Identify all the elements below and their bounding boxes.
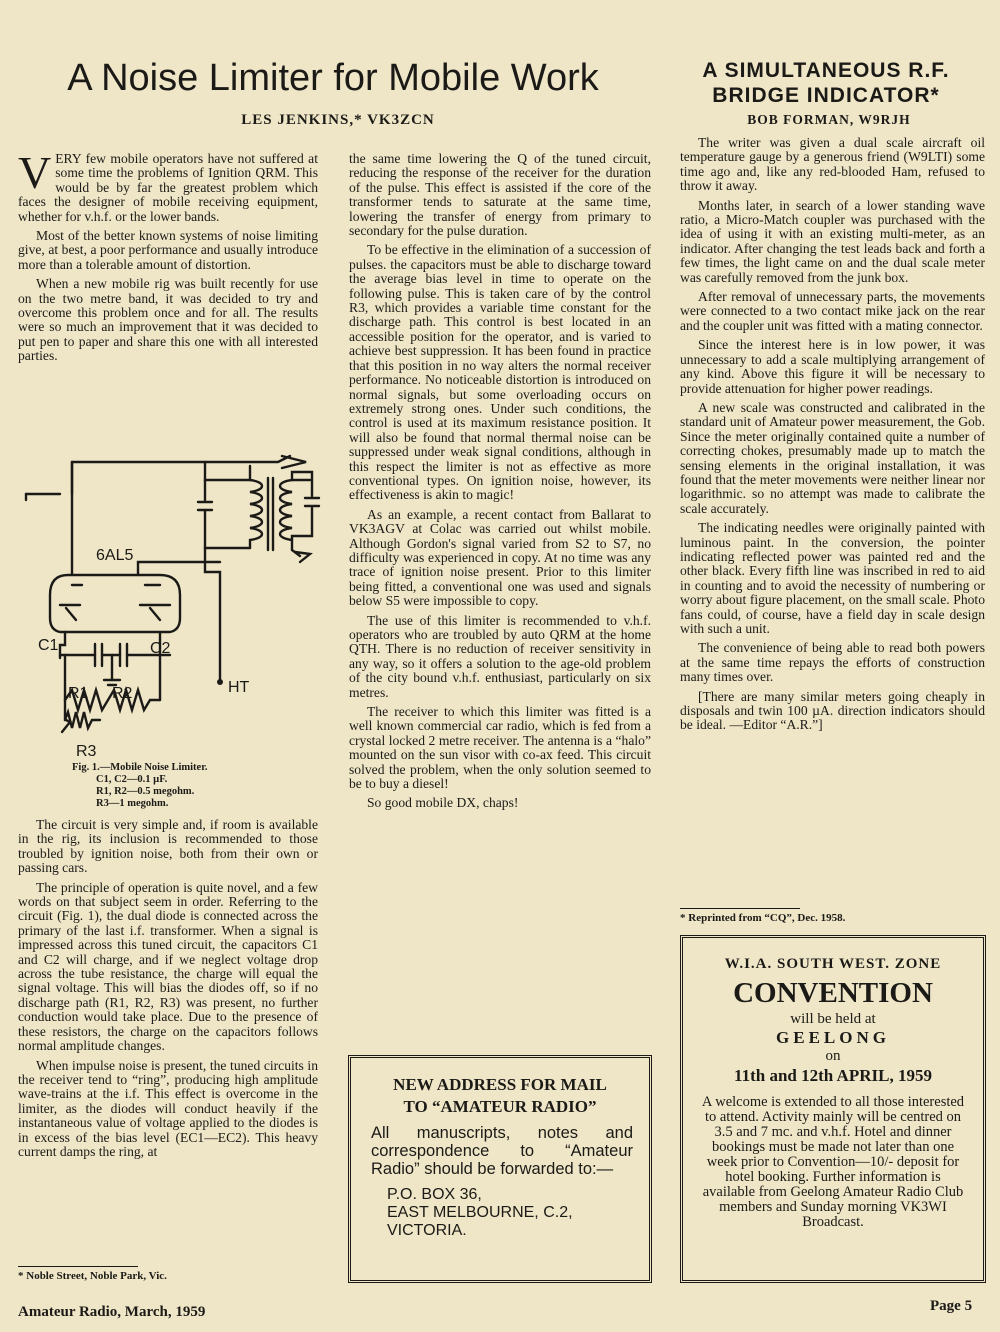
col2-para-2: To be effective in the elimination of a succession of pulses. the capacitors must be able to discharge toward the average bias level in time to operate on the following pulse. This is taken care of by the control R3, which provides a variable time constant for the discharge path. This control is best located in an accessible position for the operator, and is varied to achieve best suppression. It has been found in practice that this position in no way alters the normal receiver performance. No noticeable distortion is introduced on normal signals, but some overloading occurs on extremely strong ones. Under such conditions, the control is used at its maximum resistance position. It will also be found that normal thermal noise can be suppressed under weak signal conditions, although in this respect the limiter is not as effective as more conventional types. On ignition noise, however, its effectiveness is akin to magic! bbox=[349, 242, 651, 503]
caption-line-4: R3—1 megohm. bbox=[96, 798, 169, 809]
col1-para-6: When impulse noise is present, the tuned circuits in the receiver tend to “ring”, producing high amplitude wave-trains at the i.f. This effect is overcome in the limiter, as the diodes will conduct heavily if the instantaneous value of voltage applied to the diodes is in excess of the bias level (EC1—EC2). This heavy current damps the ring, at bbox=[18, 1057, 318, 1159]
col1-footnote: * Noble Street, Noble Park, Vic. bbox=[18, 1270, 167, 1282]
col1-para-1: ERY few mobile operators have not suffered at some time the problems of Ignition QRM. This would be by far the greatest problem which faces the designer of mobile receiving equipment, whether for v.h.f. or the lower bands. bbox=[18, 151, 318, 224]
page-number: Page 5 bbox=[930, 1298, 973, 1314]
col1-bottom-text bbox=[18, 818, 318, 1164]
col3-text bbox=[680, 136, 985, 738]
ht-label: HT bbox=[228, 679, 250, 696]
right-title: A SIMULTANEOUS R.F. BRIDGE INDICATOR* bbox=[702, 59, 950, 107]
caption-line-2: C1, C2—0.1 µF. bbox=[96, 774, 168, 785]
c2-label: C2 bbox=[150, 640, 171, 657]
caption-line-1: Fig. 1.—Mobile Noise Limiter. bbox=[72, 762, 208, 773]
col3-para-1: The writer was given a dual scale aircraft oil temperature gauge by a generous friend (W9LTI) some time ago and, like any red-blooded Ham, refused to throw it away. bbox=[680, 135, 985, 194]
convention-line-3: will be held at bbox=[790, 1011, 876, 1027]
col1-top-text bbox=[18, 147, 318, 369]
convention-box bbox=[680, 935, 986, 1283]
c1-label: C1 bbox=[38, 637, 59, 654]
circuit-diagram bbox=[20, 450, 325, 760]
drop-cap: V bbox=[18, 147, 52, 198]
notice-address-2: EAST MELBOURNE, C.2, bbox=[387, 1204, 573, 1221]
col2-para-6: So good mobile DX, chaps! bbox=[367, 795, 519, 811]
col3-para-7: The convenience of being able to read both powers at the same time repays the efforts of construction many times over. bbox=[680, 640, 985, 685]
notice-address-1: P.O. BOX 36, bbox=[387, 1186, 482, 1203]
notice-address-3: VICTORIA. bbox=[387, 1222, 467, 1239]
notice-heading-2: TO “AMATEUR RADIO” bbox=[403, 1097, 597, 1116]
convention-line-4: GEELONG bbox=[776, 1028, 890, 1047]
main-byline: LES JENKINS,* VK3ZCN bbox=[241, 112, 435, 128]
col3-para-4: Since the interest here is in low power, it was unnecessary to add a scale multiplying arrangement of any kind. Above this figure it will be necessary to provide attenuation for higher power readings. bbox=[680, 337, 985, 396]
main-title: A Noise Limiter for Mobile Work bbox=[67, 57, 599, 99]
r1-label: R1 bbox=[68, 685, 89, 702]
col2-para-5: The receiver to which this limiter was fitted is a well known commercial car radio, which is fed from a crystal locked 2 metre receiver. The antenna is a “halo” mounted on the sun visor with co-ax feed. This circuit solved the problem, when the only solution seemed to be to buy a diesel! bbox=[349, 704, 651, 792]
col1-para-4: The circuit is very simple and, if room is available in the rig, its inclusion is recommended to those troubled by ignition noise, both from their own or passing cars. bbox=[18, 817, 318, 876]
col3-footnote: * Reprinted from “CQ”, Dec. 1958. bbox=[680, 912, 846, 924]
notice-box bbox=[348, 1055, 652, 1283]
footer-publication: Amateur Radio, March, 1959 bbox=[18, 1304, 206, 1320]
convention-body: A welcome is extended to all those interested to attend. Activity mainly will be centred on 3.5 and 7 mc. and v.h.f. Hotel and dinner bookings must be made not later than one week prior to Convention—10/- deposit for hotel booking. Further information is available from Geelong Amateur Radio Club members and Sunday morning VK3WI Broadcast. bbox=[701, 1094, 965, 1230]
figure-caption bbox=[72, 762, 322, 810]
col3-para-2: Months later, in search of a lower standing wave ratio, a Micro-Match coupler was purchased with the idea of using it with an existing multi-meter, as an indicator. After changing the test leads back and forth a few times, the light came on and the dual scale meter was carefully removed from the junk box. bbox=[680, 197, 985, 285]
r3-label: R3 bbox=[76, 743, 97, 760]
col3-para-6: The indicating needles were originally painted with luminous paint. In the conversion, the pointer indicating reflected power was painted red and the other black. Every fifth line was inscribed in red to aid in counting and to avoid the necessity of numbering or worry about figure placement, on the small scale. Photo fans could, of course, have a field day in scale design with such a unit. bbox=[680, 520, 985, 636]
col1-para-3: When a new mobile rig was built recently for use on the two metre band, it was decided to try and overcome this problem once and for all. The results were so much an improvement that it was decided to put pen to paper and share this one with all interested parties. bbox=[18, 276, 318, 364]
convention-line-5: on bbox=[825, 1048, 841, 1064]
col3-para-5: A new scale was constructed and calibrated in the standard unit of Amateur power measurement, the Gob. Since the meter originally contained quite a number of correcting chokes, presumably made up to match the sensing elements in the original installation, it was found that the meter movements were neither linear nor logarithmic. so no attempt was made to calibrate the scale accurately. bbox=[680, 399, 985, 516]
convention-line-1: W.I.A. SOUTH WEST. ZONE bbox=[724, 956, 942, 972]
col1-para-2: Most of the better known systems of noise limiting give, at best, a poor performance and usually introduce more than a tolerable amount of distortion. bbox=[18, 228, 318, 272]
col2-para-4: The use of this limiter is recommended to v.h.f. operators who are troubled by auto QRM at the home QTH. There is no reduction of receiver sensitivity in any way, so it offers a solution to the age-old problem of the city bound v.h.f. enthusiast, particularly on six metres. bbox=[349, 612, 651, 700]
right-byline: BOB FORMAN, W9RJH bbox=[747, 112, 911, 127]
col2-text bbox=[349, 152, 651, 816]
col3-para-3: After removal of unnecessary parts, the movements were connected to a two contact mike jack on the rear and the coupler unit was fitted with a mating connector. bbox=[680, 289, 985, 333]
tube-label: 6AL5 bbox=[96, 547, 134, 564]
notice-heading-1: NEW ADDRESS FOR MAIL bbox=[393, 1075, 607, 1094]
caption-line-3: R1, R2—0.5 megohm. bbox=[96, 786, 195, 797]
col1-para-5: The principle of operation is quite novel, and a few words on that subject seem in order. Referring to the circuit (Fig. 1), the dual diode is connected across the primary of the last i.f. transformer. When a signal is impressed across this tuned circuit, the capacitors C1 and C2 will charge, and if we neglect voltage drop across the tube resistance, the charge will equal the signal voltage. This will bias the diodes off, so if no discharge path (R1, R2, R3) was present, no further conduction would take place. Due to the presence of these resistors, the charge on the capacitors follows normal amplitude changes. bbox=[18, 879, 318, 1054]
col2-para-1: the same time lowering the Q of the tuned circuit, reducing the response of the receiver for the duration of the pulse. This effect is assisted if the core of the transformer tends to saturate at the same time, lowering the transfer of energy from primary to secondary for the pulse duration. bbox=[349, 151, 651, 239]
notice-body: All manuscripts, notes and correspondence to “Amateur Radio” should be forwarded to:— bbox=[371, 1124, 633, 1178]
col3-para-8: [There are many similar meters going cheaply in disposals and twin 100 µA. direction indicators should be ideal. —Editor “A.R.”] bbox=[680, 688, 985, 733]
col2-para-3: As an example, a recent contact from Ballarat to VK3AGV at Colac was carried out whilst mobile. Although Gordon's signal varied from S2 to S7, no difficulty was experienced in copy. At no time was any trace of ignition noise present. Prior to this limiter being fitted, a conventional one was used and signals below S5 were impossible to copy. bbox=[349, 506, 651, 609]
convention-line-6: 11th and 12th APRIL, 1959 bbox=[734, 1066, 932, 1085]
convention-line-2: CONVENTION bbox=[733, 977, 933, 1009]
r2-label: R2 bbox=[112, 685, 133, 702]
